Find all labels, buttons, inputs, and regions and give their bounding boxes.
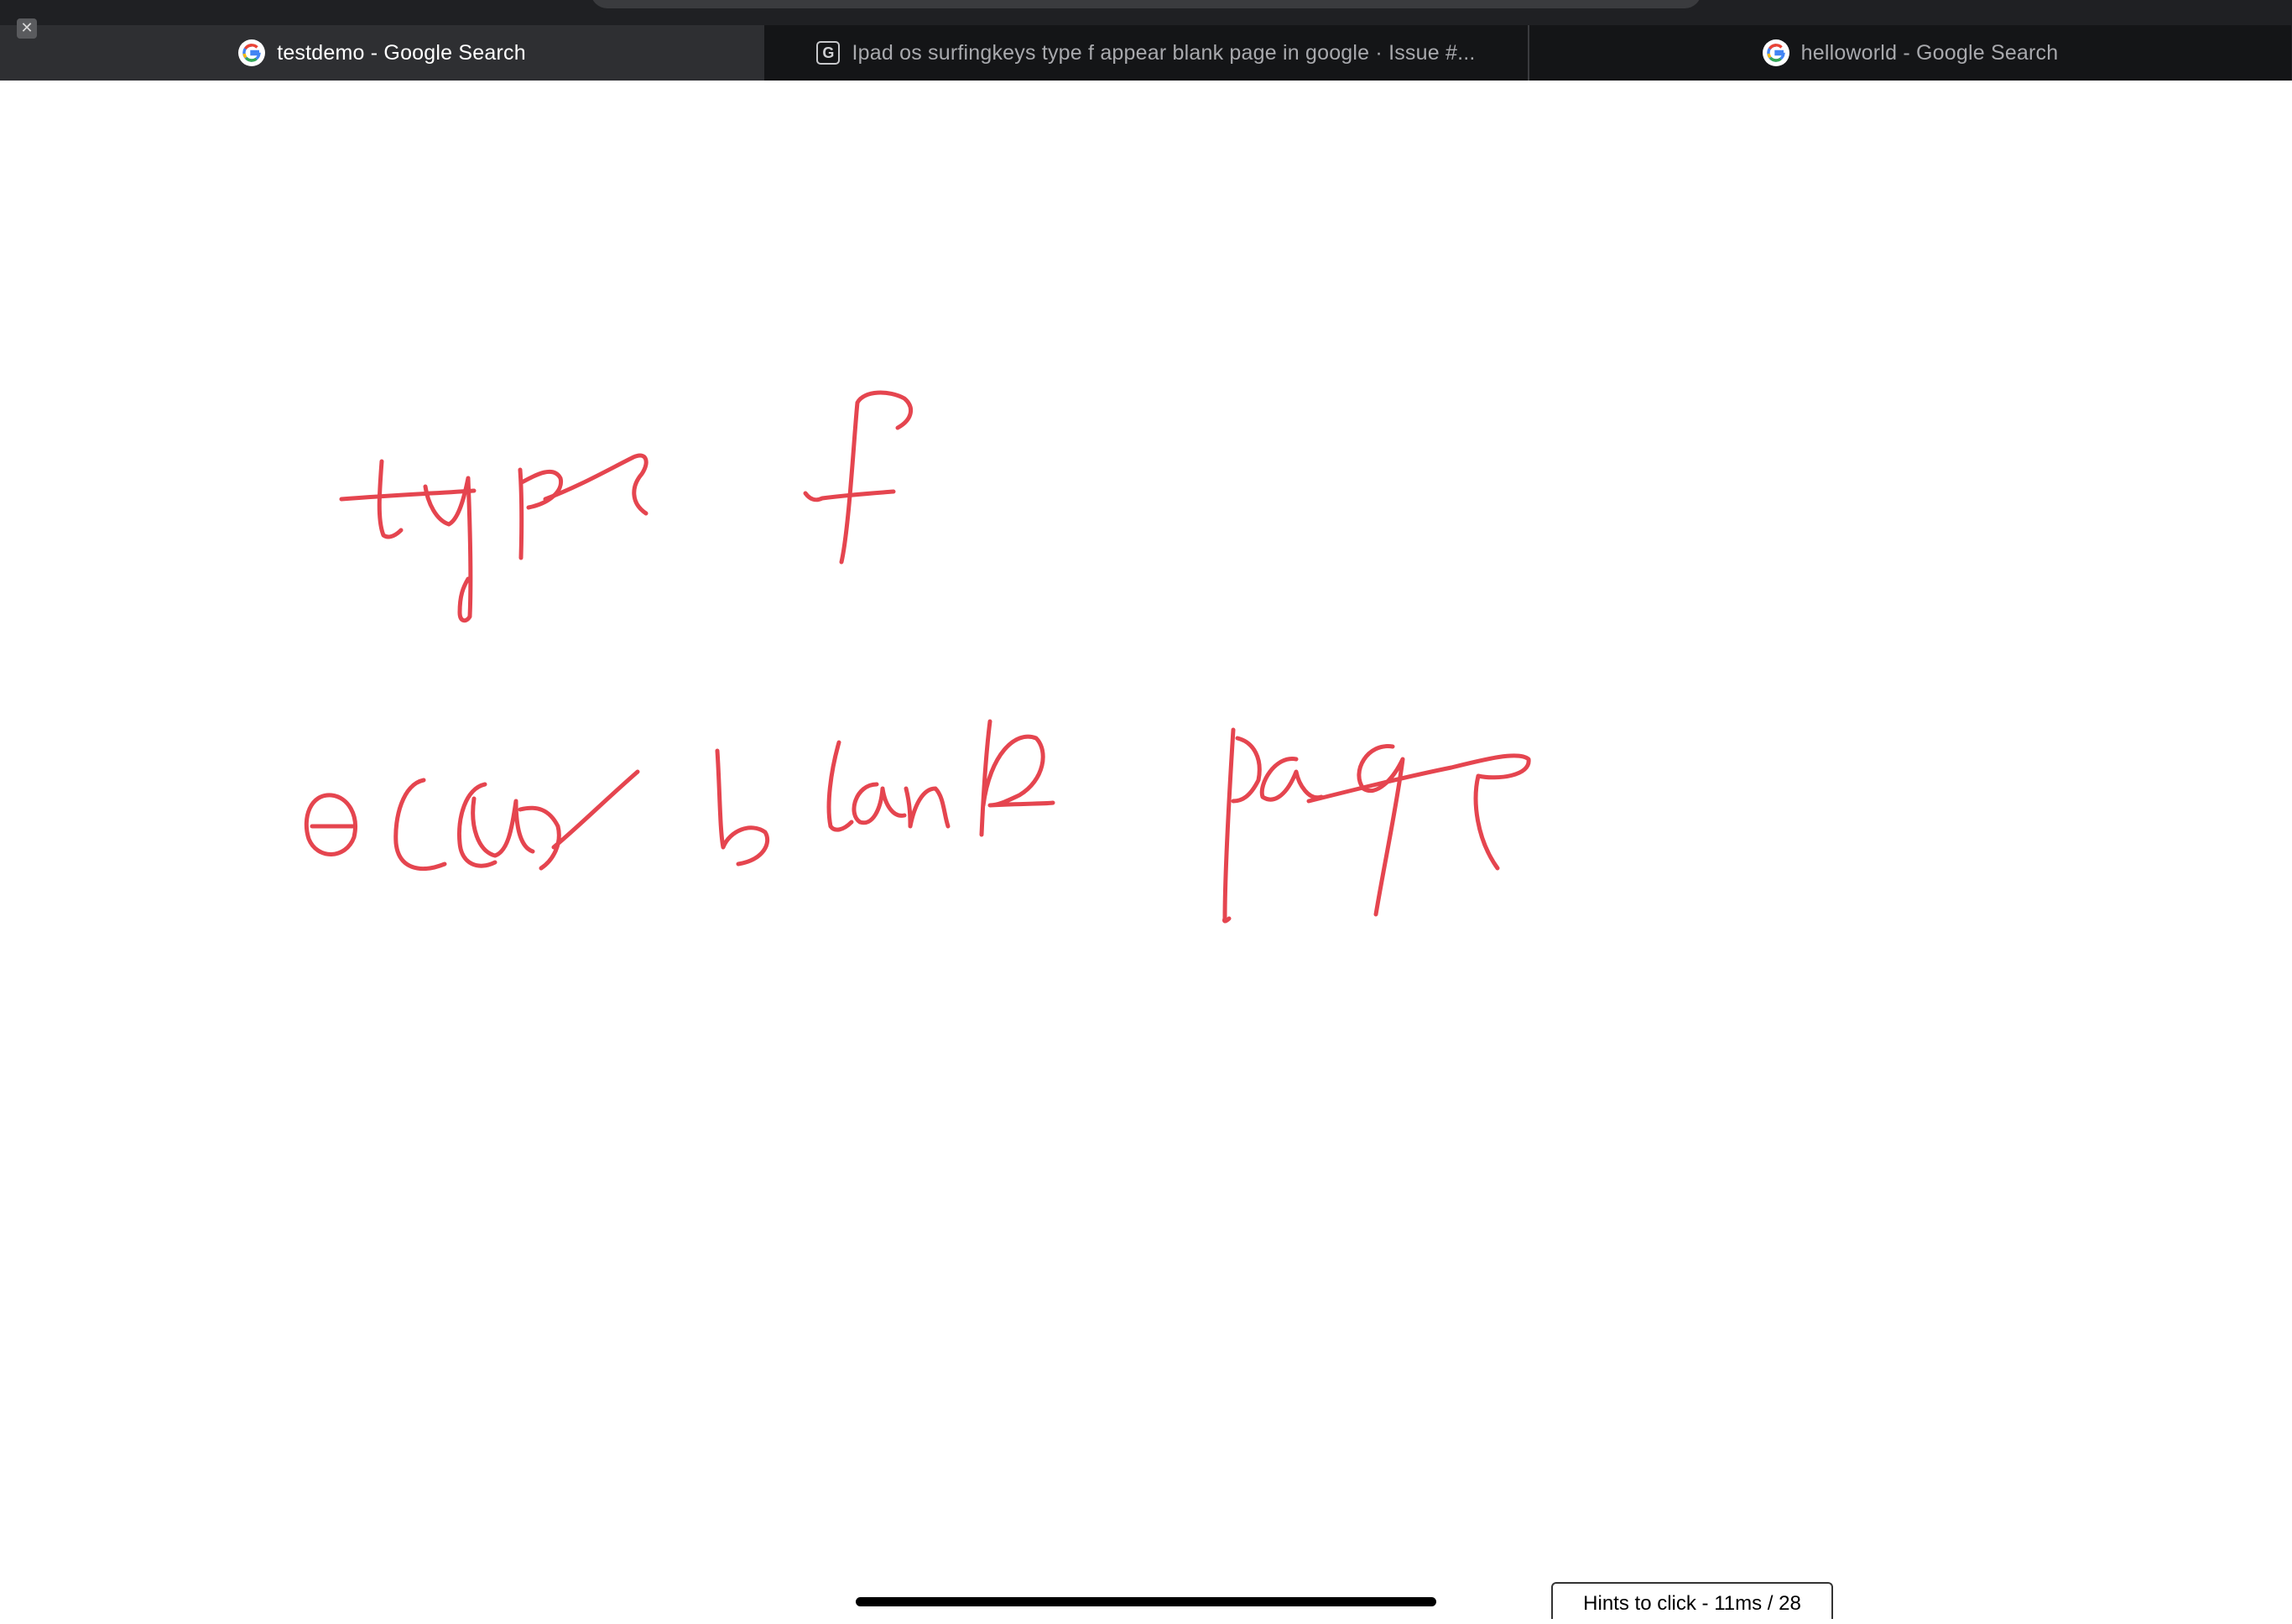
stroke-page-g xyxy=(1359,747,1403,914)
stroke-k xyxy=(982,721,1053,835)
stroke-t-stem xyxy=(379,461,401,537)
close-tab-icon[interactable]: ✕ xyxy=(17,18,37,39)
tab-title: Ipad os surfingkeys type f appear blank page in google · Issue #... xyxy=(852,40,1476,65)
stroke-r xyxy=(520,772,638,868)
stroke-p xyxy=(520,470,561,558)
handwriting-type-f xyxy=(341,393,911,621)
home-indicator[interactable] xyxy=(856,1597,1436,1606)
tab-title: testdemo - Google Search xyxy=(277,40,526,65)
stroke-t-cross xyxy=(341,491,474,499)
stroke-c1 xyxy=(396,780,445,869)
stroke-b xyxy=(717,751,768,864)
stroke-l xyxy=(829,742,852,830)
stroke-f-hook xyxy=(841,393,911,562)
handwriting-occur-blank-page xyxy=(306,721,1529,921)
stroke-page-p xyxy=(1224,730,1259,921)
stroke-page-a xyxy=(1262,759,1321,800)
stroke-n xyxy=(906,789,948,826)
tab-title: helloworld - Google Search xyxy=(1800,40,2059,65)
stroke-a xyxy=(854,784,904,823)
hints-status-banner: Hints to click - 11ms / 28 xyxy=(1551,1582,1833,1619)
stroke-y xyxy=(425,478,471,621)
github-box-icon: G xyxy=(816,41,840,65)
stroke-page-e xyxy=(1309,756,1529,868)
stroke-o xyxy=(306,795,355,855)
